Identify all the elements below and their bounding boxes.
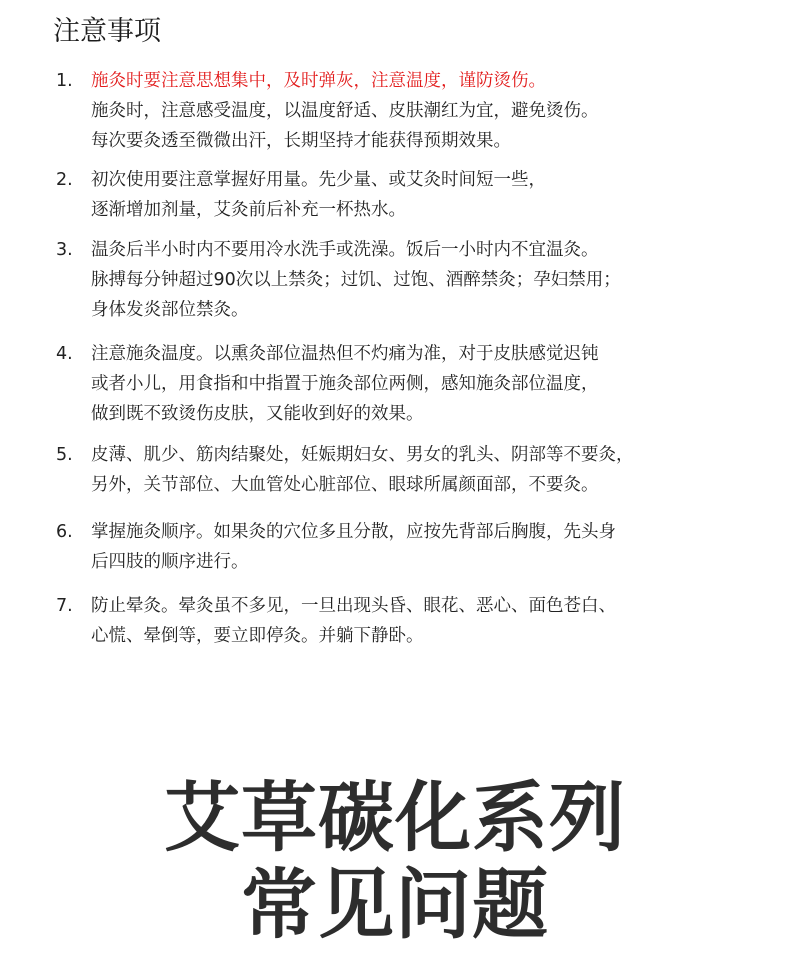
- note-line: 温灸后半小时内不要用冷水洗手或洗澡。饭后一小时内不宜温灸。: [91, 240, 599, 260]
- note-line: 做到既不致烫伤皮肤，又能收到好的效果。: [91, 404, 424, 424]
- note-number: 1.: [56, 71, 73, 91]
- note-line: 皮薄、肌少、筋肉结聚处，妊娠期妇女、男女的乳头、阴部等不要灸，: [91, 445, 634, 465]
- section-heading-line1: 艾草碳化系列: [164, 773, 626, 862]
- note-line: 逐渐增加剂量，艾灸前后补充一杯热水。: [91, 200, 406, 220]
- note-line: 注意施灸温度。以熏灸部位温热但不灼痛为准，对于皮肤感觉迟钝: [91, 344, 599, 364]
- note-line: 初次使用要注意掌握好用量。先少量、或艾灸时间短一些，: [91, 170, 546, 190]
- note-line: 防止晕灸。晕灸虽不多见，一旦出现头昏、眼花、恶心、面色苍白、: [91, 596, 616, 616]
- note-line: 施灸时，注意感受温度，以温度舒适、皮肤潮红为宜，避免烫伤。: [91, 101, 599, 121]
- note-number: 2.: [56, 170, 73, 190]
- note-number: 5.: [56, 445, 73, 465]
- note-number: 7.: [56, 596, 73, 616]
- note-line: 心慌、晕倒等，要立即停灸。并躺下静卧。: [91, 626, 424, 646]
- note-line: 另外，关节部位、大血管处心脏部位、眼球所属颜面部，不要灸。: [91, 475, 599, 495]
- section-heading-line2: 常见问题: [241, 860, 549, 949]
- note-number: 6.: [56, 522, 73, 542]
- note-line: 身体发炎部位禁灸。: [91, 300, 249, 320]
- note-number: 4.: [56, 344, 73, 364]
- note-line-highlight: 施灸时要注意思想集中，及时弹灰，注意温度，谨防烫伤。: [91, 71, 546, 91]
- note-line: 掌握施灸顺序。如果灸的穴位多且分散，应按先背部后胸腹，先头身: [91, 522, 616, 542]
- page-title: 注意事项: [53, 16, 161, 47]
- note-line: 每次要灸透至微微出汗，长期坚持才能获得预期效果。: [91, 131, 511, 151]
- note-line: 脉搏每分钟超过90次以上禁灸；过饥、过饱、酒醉禁灸；孕妇禁用；: [91, 270, 621, 290]
- note-number: 3.: [56, 240, 73, 260]
- note-line: 或者小儿，用食指和中指置于施灸部位两侧，感知施灸部位温度，: [91, 374, 599, 394]
- note-line: 后四肢的顺序进行。: [91, 552, 249, 572]
